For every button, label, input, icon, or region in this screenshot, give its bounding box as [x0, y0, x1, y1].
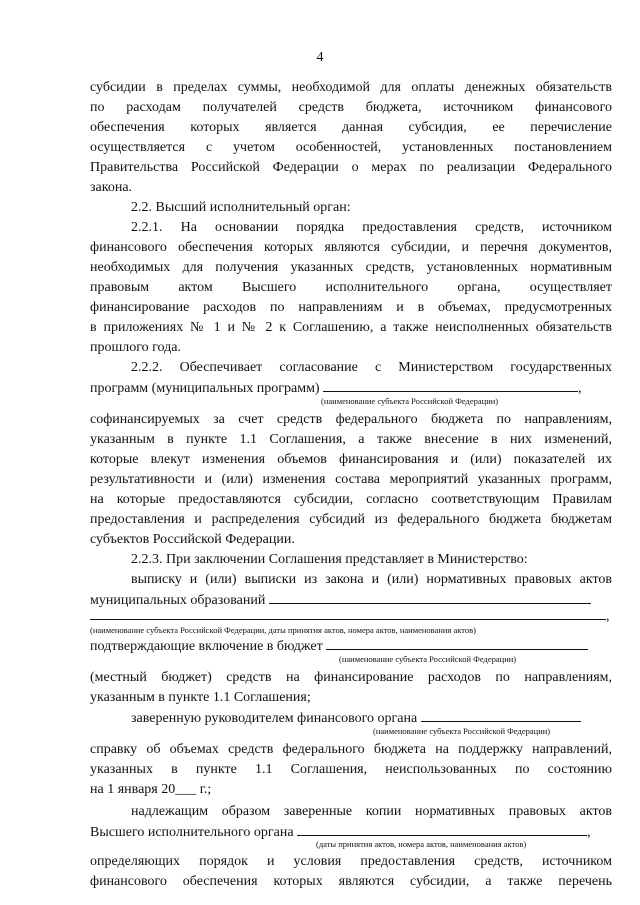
- text-line: надлежащим образом заверенные копии нормативных правовых актов: [131, 804, 612, 819]
- text-line: правовым актом Высшего исполнительного органа, осуществляет: [90, 280, 612, 295]
- field-caption: (наименование субъекта Российской Федерации): [373, 726, 551, 736]
- text-line: выписку и (или) выписки из закона и (или) нормативных правовых актов: [131, 572, 612, 587]
- text-line: определяющих порядок и условия предоставления средств, источником: [90, 854, 612, 869]
- text-line: (местный бюджет) средств на финансирование расходов по направлениям,: [90, 670, 612, 685]
- comma: ,: [587, 825, 591, 840]
- text-line: в приложениях № 1 и № 2 к Соглашению, а также неисполненных обязательств: [90, 320, 612, 335]
- blank-field-line: [421, 708, 581, 722]
- text-fragment: муниципальных образований: [90, 593, 266, 608]
- text-line: Правительства Российской Федерации о мерах по реализации Федерального: [90, 160, 612, 175]
- text-line: финансового обеспечения которых являются субсидии, и перечня документов,: [90, 240, 612, 255]
- text-line: 2.2.3. При заключении Соглашения представляет в Министерство:: [131, 552, 528, 567]
- text-line: справку об объемах средств федерального бюджета на поддержку направлений,: [90, 742, 612, 757]
- text-line: осуществляется с учетом особенностей, установленных постановлением: [90, 140, 612, 155]
- text-line: по расходам получателей средств бюджета, источником финансового: [90, 100, 612, 115]
- text-line: на 1 января 20___ г.;: [90, 782, 212, 797]
- field-caption: (наименование субъекта Российской Федерации): [321, 396, 499, 406]
- field-caption: (наименование субъекта Российской Федерации): [339, 654, 517, 664]
- text-line: закона.: [90, 180, 133, 195]
- section-heading: 2.2. Высший исполнительный орган:: [131, 200, 351, 215]
- text-line: которые влекут изменения объемов финансирования и (или) показателей их: [90, 452, 612, 467]
- text-fragment: программ (муниципальных программ): [90, 381, 320, 396]
- text-line: указанных в пункте 1.1 Соглашения, неиспользованных по состоянию: [90, 762, 612, 777]
- text-line: указанным в пункте 1.1 Соглашения;: [90, 690, 311, 705]
- blank-field-line: [269, 590, 591, 604]
- text-line: 2.2.2. Обеспечивает согласование с Министерством государственных: [131, 360, 612, 375]
- text-line: 2.2.1. На основании порядка предоставления средств, источником: [131, 220, 612, 235]
- field-caption: (даты принятия актов, номера актов, наименования актов): [316, 839, 527, 849]
- text-fragment: заверенную руководителем финансового органа: [131, 711, 418, 726]
- text-line: обеспечения которых является данная субсидия, ее перечисление: [90, 120, 612, 135]
- text-line: на которые предоставляются субсидии, согласно соответствующим Правилам: [90, 492, 612, 507]
- blank-field-line: [297, 822, 587, 836]
- text-fragment: Высшего исполнительного органа: [90, 825, 294, 840]
- text-fragment: подтверждающие включение в бюджет: [90, 639, 323, 654]
- field-caption: (наименование субъекта Российской Федерации, даты принятия актов, номера актов, наименования актов): [90, 625, 476, 635]
- comma: ,: [578, 381, 582, 396]
- blank-field-line: [90, 606, 606, 620]
- page-number: 4: [316, 50, 324, 65]
- blank-field-line: [323, 378, 578, 392]
- text-line: предоставления и распределения субсидий из федерального бюджета бюджетам: [90, 512, 612, 527]
- text-line: софинансируемых за счет средств федерального бюджета по направлениям,: [90, 412, 612, 427]
- blank-field-line: [326, 636, 588, 650]
- blank-line: [90, 606, 612, 627]
- text-line: субъектов Российской Федерации.: [90, 532, 295, 547]
- comma: ,: [606, 609, 610, 624]
- text-line: указанным в пункте 1.1 Соглашения, а также внесение в них изменений,: [90, 432, 612, 447]
- text-line: финансового обеспечения которых являются субсидии, а также перечень: [90, 874, 612, 889]
- text-line: финансирование расходов по направлениям и в объемах, предусмотренных: [90, 300, 612, 315]
- text-line: результативности и (или) изменения состава мероприятий указанных программ,: [90, 472, 612, 487]
- text-line: необходимых для получения указанных средств, установленных нормативным: [90, 260, 612, 275]
- text-line: субсидии в пределах суммы, необходимой для оплаты денежных обязательств: [90, 80, 612, 95]
- text-line: прошлого года.: [90, 340, 181, 355]
